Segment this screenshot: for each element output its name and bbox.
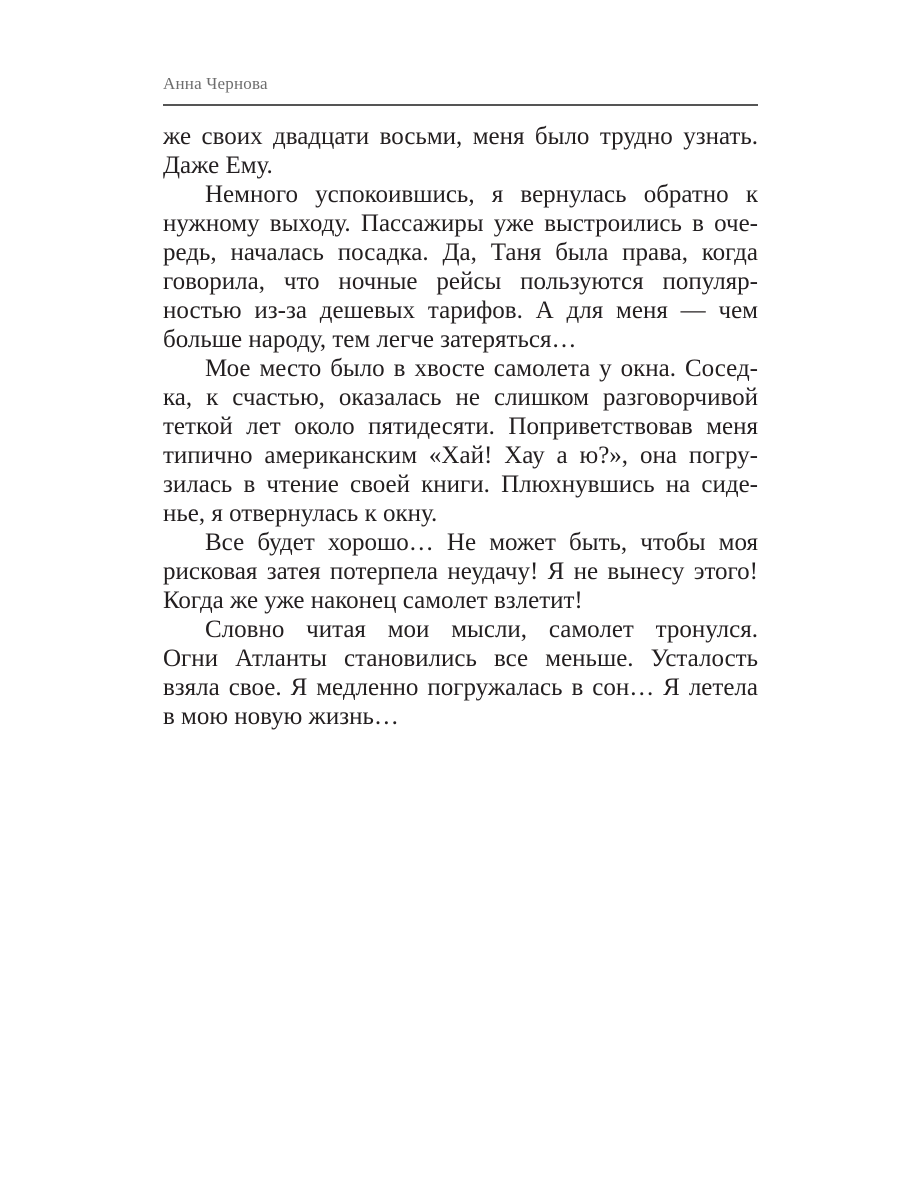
paragraph bbox=[163, 615, 758, 731]
text-line: нужному выходу. Пассажиры уже выстроились в оче- bbox=[163, 210, 758, 237]
body-text bbox=[163, 122, 758, 731]
text-line: зилась в чтение своей книги. Плюхнувшись на сиде- bbox=[163, 471, 758, 498]
text-line: Мое место было в хвосте самолета у окна. Сосед- bbox=[205, 355, 758, 382]
text-line: больше народу, тем легче затеряться… bbox=[163, 326, 577, 353]
text-line: Все будет хорошо… Не может быть, чтобы моя bbox=[205, 529, 758, 556]
text-line: Словно читая мои мысли, самолет тронулся. bbox=[205, 616, 758, 643]
text-line: в мою новую жизнь… bbox=[163, 703, 399, 730]
text-line: Немного успокоившись, я вернулась обратно к bbox=[205, 181, 758, 208]
text-line: теткой лет около пятидесяти. Поприветствовав меня bbox=[163, 413, 758, 440]
text-line: Даже Ему. bbox=[163, 152, 273, 179]
text-line: типично американским «Хай! Хау а ю?», она погру- bbox=[163, 442, 758, 469]
text-line: ностью из-за дешевых тарифов. А для меня — чем bbox=[163, 297, 758, 324]
text-line: рисковая затея потерпела неудачу! Я не вынесу этого! bbox=[163, 558, 758, 585]
text-line: говорила, что ночные рейсы пользуются популяр- bbox=[163, 268, 758, 295]
text-line: взяла свое. Я медленно погружалась в сон… Я летела bbox=[163, 674, 758, 701]
paragraph bbox=[163, 528, 758, 615]
paragraph bbox=[163, 180, 758, 354]
text-line: Огни Атланты становились все меньше. Усталость bbox=[163, 645, 758, 672]
text-line: ка, к счастью, оказалась не слишком разговорчивой bbox=[163, 384, 758, 411]
paragraph bbox=[163, 122, 758, 180]
header-rule bbox=[163, 104, 758, 106]
paragraph bbox=[163, 354, 758, 528]
text-line: редь, началась посадка. Да, Таня была права, когда bbox=[163, 239, 758, 266]
text-line: Когда же уже наконец самолет взлетит! bbox=[163, 587, 583, 614]
text-line: же своих двадцати восьми, меня было трудно узнать. bbox=[163, 123, 758, 150]
running-header-author: Анна Чернова bbox=[163, 74, 268, 93]
text-line: нье, я отвернулась к окну. bbox=[163, 500, 438, 527]
